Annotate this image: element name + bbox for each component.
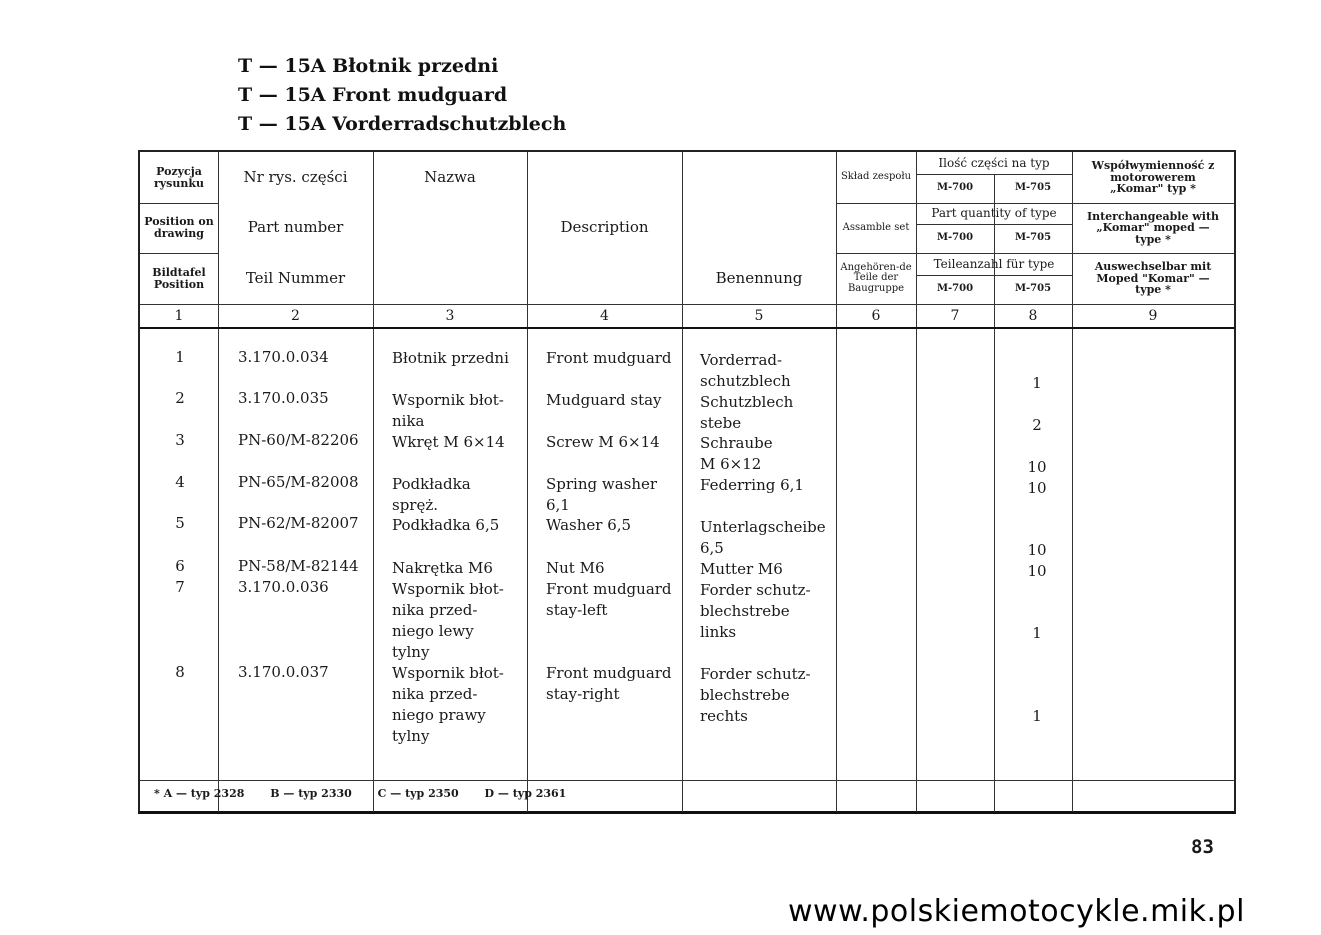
column-number: 6 [871,307,881,324]
row-part-number: PN-58/M-82144 [238,557,359,575]
column-number: 7 [950,307,960,324]
header-set-pl: Skład zespołu [840,171,912,183]
row-position: 3 [175,431,185,449]
row-name-de: Federring 6,1 [700,476,804,494]
header-m705: M-705 [1014,232,1052,244]
header-part-de: Teil Nummer [245,268,346,287]
row-part-number: PN-62/M-82007 [238,514,359,532]
page-number: 83 [1191,836,1214,858]
row-qty-m705: 10 [1027,479,1047,497]
row-name-pl: Podkładka spręż. [392,475,471,514]
row-name-de: Schraube M 6×12 [700,434,773,473]
row-name-en: Screw M 6×14 [546,433,660,451]
title-block [238,52,566,139]
row-qty-m705: 1 [1032,624,1042,642]
column-number: 2 [291,307,300,324]
row-position: 6 [175,557,185,575]
row-name-en: Front mudguard stay-left [546,580,672,619]
column-number: 8 [1028,307,1038,324]
footnote-type-d: D — typ 2361 [484,787,567,800]
header-description-en: Description [560,218,649,237]
row-part-number: 3.170.0.034 [238,348,329,366]
row-name-en: Front mudguard stay-right [546,664,672,703]
title-english: T — 15A Front mudguard [238,84,508,106]
row-position: 7 [175,578,185,596]
header-position-en: Position on drawing [144,215,214,240]
website-watermark: www.polskiemotocykle.mik.pl [788,894,1245,929]
header-name-pl: Nazwa [424,167,476,186]
header-set-en: Assamble set [842,221,910,233]
header-position-pl: Pozycja rysunku [154,164,204,190]
col-divider [682,152,683,812]
header-qty-de: Teileanzahl für type [933,256,1055,271]
col-divider [373,152,374,812]
row-name-pl: Wspornik błot- nika [392,391,504,430]
row-qty-m705: 2 [1032,416,1042,434]
footnote-type-a: * A — typ 2328 [154,787,245,800]
row-position: 2 [175,389,185,407]
header-m700: M-700 [936,283,974,295]
row-part-number: PN-60/M-82206 [238,431,359,449]
row-part-number: PN-65/M-82008 [238,473,359,491]
row-qty-m705: 1 [1032,374,1042,392]
footnote-type-c: C — typ 2350 [377,787,459,800]
header-m700: M-700 [936,182,974,194]
column-number: 1 [174,307,184,324]
header-m705: M-705 [1014,283,1052,295]
row-position: 8 [175,663,185,681]
row-name-en: Washer 6,5 [546,516,632,534]
row-name-de: Forder schutz- blechstrebe links [700,581,811,641]
row-name-pl: Błotnik przedni [392,349,509,367]
row-name-pl: Wkręt M 6×14 [392,433,505,451]
row-part-number: 3.170.0.036 [238,578,329,596]
header-name-de: Benennung [715,268,803,287]
row-part-number: 3.170.0.035 [238,389,329,407]
footnote-type-b: B — typ 2330 [270,787,352,800]
column-number: 3 [445,307,455,324]
column-number: 9 [1148,307,1158,324]
header-qty-en: Part quantity of type [931,206,1057,221]
row-qty-m705: 10 [1027,458,1047,476]
row-name-pl: Nakrętka M6 [392,559,493,577]
row-part-number: 3.170.0.037 [238,663,329,681]
row-name-pl: Wspornik błot- nika przed- niego prawy tylny [392,664,504,745]
row-position: 4 [175,473,185,491]
row-name-de: Forder schutz- blechstrebe rechts [700,665,811,725]
title-german: T — 15A Vorderradschutzblech [238,113,567,135]
header-interchange-en: Interchangeable with „Komar" moped — type * [1086,209,1220,246]
header-interchange-de: Auswechselbar mit Moped "Komar" — type * [1094,260,1212,297]
header-set-de: Angehören-de Teile der Baugruppe [840,261,912,294]
row-position: 5 [175,514,185,532]
header-part-pl: Nr rys. części [243,167,348,186]
row-name-en: Nut M6 [546,559,605,577]
row-name-pl: Wspornik błot- nika przed- niego lewy tylny [392,580,504,661]
header-position-de: Bildtafel Position [152,265,206,291]
row-divider [140,780,1234,781]
column-number: 4 [600,307,609,324]
row-name-de: Unterlagscheibe 6,5 [700,518,826,557]
row-name-pl: Podkładka 6,5 [392,516,500,534]
row-divider [140,327,1234,329]
footnote-types [154,787,588,800]
parts-table [138,150,1236,814]
column-number: 5 [754,307,764,324]
row-name-en: Front mudguard [546,349,672,367]
header-m705: M-705 [1014,182,1052,194]
header-interchange-pl: Współwymienność z motorowerem „Komar" typ * [1091,159,1215,196]
row-name-de: Mutter M6 [700,560,783,578]
title-polish: T — 15A Błotnik przedni [238,55,499,77]
header-part-en: Part number [247,218,344,237]
row-name-de: Vorderrad- schutzblech [700,351,791,390]
row-qty-m705: 10 [1027,541,1047,559]
row-name-de: Schutzblech stebe [700,393,794,432]
row-position: 1 [175,348,185,366]
header-m700: M-700 [936,232,974,244]
row-name-en: Spring washer 6,1 [546,475,658,514]
row-name-en: Mudguard stay [546,391,662,409]
row-qty-m705: 1 [1032,707,1042,725]
row-qty-m705: 10 [1027,562,1047,580]
header-qty-pl: Ilość części na typ [938,155,1050,170]
